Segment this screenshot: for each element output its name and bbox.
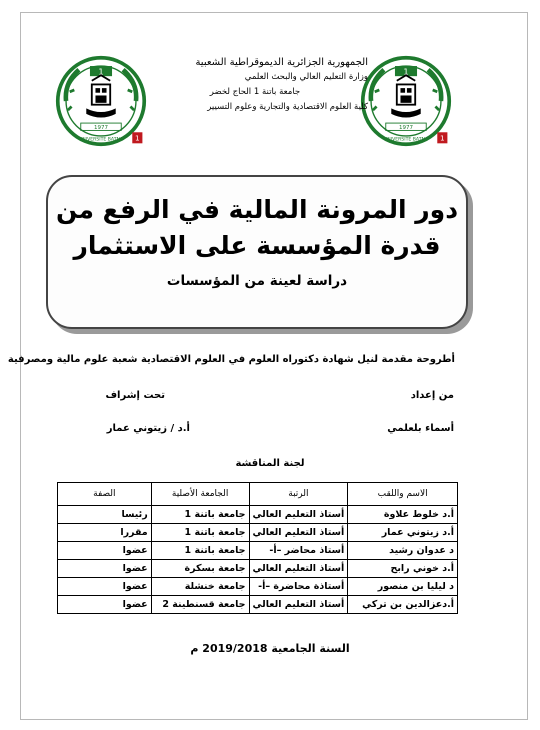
member-name: د ليليا بن منصور [348,578,458,596]
member-rank: أستاذ التعليم العالي [249,506,348,524]
member-rank: أستاذ التعليم العالي [249,560,348,578]
title-box [46,175,468,329]
svg-text:1977: 1977 [398,125,414,132]
thesis-subtitle: دراسة لعينة من المؤسسات [166,273,348,289]
svg-text:1: 1 [439,133,445,143]
university-seal-icon [360,55,452,147]
member-rank: أستاذة محاضرة –أ- [249,578,348,596]
member-university: جامعة باتنة 1 [151,524,249,542]
member-name: أ.د خوني رابح [348,560,458,578]
table-row [58,560,458,578]
column-header-university: الجامعة الأصلية [151,483,249,506]
table-row [58,542,458,560]
table-row [58,578,458,596]
column-header-role: الصفة [58,483,152,506]
prepared-by-label: من إعداد [410,390,454,401]
member-university: جامعة خنشلة [151,578,249,596]
member-university: جامعة باتنة 1 [151,506,249,524]
university-logo-left [55,55,147,147]
member-name: د عدوان رشيد [348,542,458,560]
thesis-title-line-1: دور المرونة المالية في الرفع من [55,195,459,224]
committee-title: لجنة المناقشة [235,458,305,469]
table-row [58,596,458,614]
faculty-name: كلية العلوم الاقتصادية والتجارية وعلوم التسيير [207,102,368,112]
svg-text:1: 1 [403,66,409,77]
university-logo-right [360,55,452,147]
table-header-row [58,483,458,506]
republic-name: الجمهورية الجزائرية الديموقراطية الشعبية [195,57,368,68]
supervision-label: تحت إشراف [105,390,165,401]
svg-text:UNIVERSITE BATNA: UNIVERSITE BATNA [383,137,429,143]
thesis-title-line-2: قدرة المؤسسة على الاستثمار [73,231,441,260]
institution-header [140,55,370,115]
member-university: جامعة بسكرة [151,560,249,578]
member-name: أ.د خلوط علاوة [348,506,458,524]
member-name: أ.د زيتوني عمار [348,524,458,542]
svg-text:1: 1 [134,133,140,143]
member-university: جامعة باتنة 1 [151,542,249,560]
svg-text:1977: 1977 [93,125,109,132]
member-role: مقررا [58,524,152,542]
student-name: أسماء بلعلمي [387,423,454,434]
thesis-description: أطروحة مقدمة لنيل شهادة دكتوراه العلوم في العلوم الاقتصادية شعبة علوم مالية ومصرفية [7,354,455,365]
table-row [58,506,458,524]
member-university: جامعة قسنطينة 2 [151,596,249,614]
member-role: رئيسا [58,506,152,524]
member-rank: أستاذ التعليم العالي [249,596,348,614]
member-rank: أستاذ التعليم العالي [249,524,348,542]
supervisor-name: أ.د / زيتوني عمار [106,423,190,434]
svg-text:1: 1 [98,66,104,77]
university-name: جامعة باتنة 1 الحاج لخضر [209,87,301,97]
member-role: عضوا [58,542,152,560]
academic-year: السنة الجامعية 2019/2018 م [190,642,350,655]
member-role: عضوا [58,578,152,596]
member-rank: أستاذ محاضر –أ- [249,542,348,560]
member-role: عضوا [58,560,152,578]
svg-text:UNIVERSITE BATNA: UNIVERSITE BATNA [78,137,124,143]
university-seal-icon [55,55,147,147]
table-row [58,524,458,542]
member-name: أ.دعزالدين بن تركي [348,596,458,614]
committee-table [57,482,458,614]
column-header-name: الاسم واللقب [348,483,458,506]
column-header-rank: الرتبة [249,483,348,506]
ministry-name: وزارة التعليم العالي والبحث العلمي [244,72,368,82]
member-role: عضوا [58,596,152,614]
